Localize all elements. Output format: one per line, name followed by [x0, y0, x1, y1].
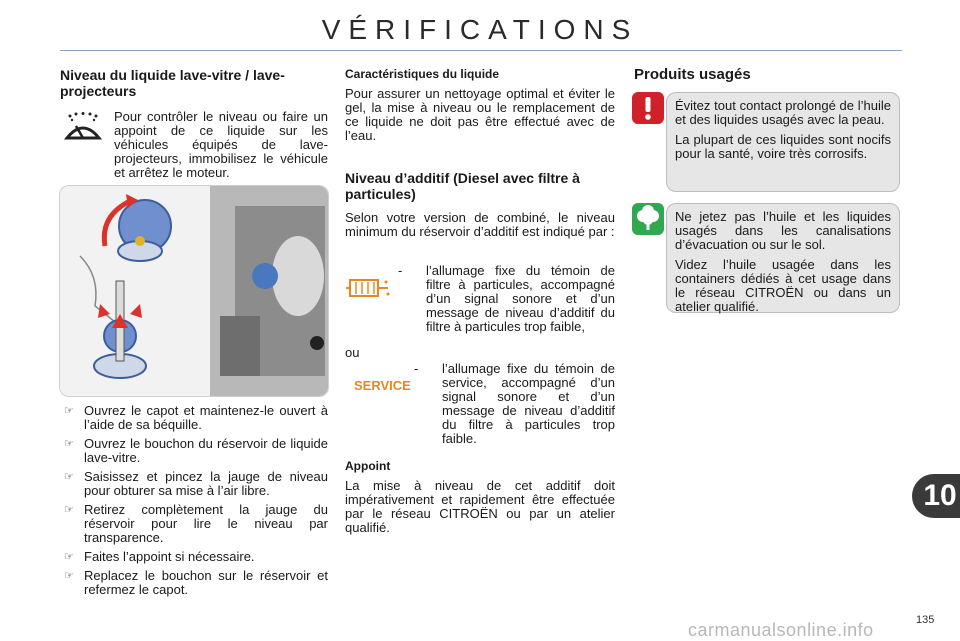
warning-text-1: Évitez tout contact prolongé de l’huile et des liquides usagés avec la peau. [675, 98, 891, 127]
list-item: ☞ Faites l’appoint si nécessaire. [64, 549, 255, 564]
watermark: carmanualsonline.info [688, 620, 874, 640]
warning-text-2: La plupart de ces liquides sont nocifs pour la santé, voire très corrosifs. [675, 132, 891, 161]
pointing-hand-icon: ☞ [64, 504, 74, 516]
page-title: VÉRIFICATIONS [321, 14, 639, 45]
pointing-hand-icon: ☞ [64, 570, 74, 582]
page-number: 135 [916, 614, 935, 626]
list-item: - l’allumage fixe du témoin de service, accompagné d’un signal sonore et d’un message de niveau d’additif du filtre à particules trop faible. [414, 361, 615, 446]
fluid-characteristics-heading: Caractéristiques du liquide [345, 67, 500, 81]
appoint-heading: Appoint [345, 459, 391, 473]
pointing-hand-icon: ☞ [64, 438, 74, 450]
warning-box [666, 92, 900, 192]
additive-level-intro: Selon votre version de combiné, le niveau minimum du réservoir d’additif est indiqué par : [345, 210, 615, 239]
fluid-characteristics-text: Pour assurer un nettoyage optimal et éviter le gel, la mise à niveau ou le remplacement de ce liquide ne doit pas être effectué avec de l’eau. [345, 86, 615, 143]
list-item: ☞ Retirez complètement la jauge du réservoir pour lire le niveau par transparence. [64, 502, 328, 545]
particle-filter-warning-icon [346, 276, 392, 300]
warning-exclamation-icon [632, 92, 664, 124]
windscreen-washer-icon [62, 112, 104, 148]
appoint-text: La mise à niveau de cet additif doit impérativement et rapidement être effectuée par le réseau CITROËN ou par un atelier qualifié. [345, 478, 615, 535]
service-warning-text: l’allumage fixe du témoin de service, accompagné d’un signal sonore et d’un message de niveau d’additif du filtre à particules trop faible. [442, 361, 615, 446]
pointing-hand-icon: ☞ [64, 405, 74, 417]
list-item: ☞ Replacez le bouchon sur le réservoir et refermez le capot. [64, 568, 328, 597]
environment-text-2: Videz l’huile usagée dans les containers dédiés à cet usage dans le réseau CITROËN ou dans un atelier qualifié. [675, 257, 891, 314]
pointing-hand-icon: ☞ [64, 471, 74, 483]
or-text: ou [345, 345, 360, 360]
list-item: - l’allumage fixe du témoin de filtre à particules, accompagné d’un signal sonore et d’un message de niveau d’additif du filtre à particules trop faible, [398, 263, 615, 334]
list-item: ☞ Ouvrez le capot et maintenez-le ouvert à l’aide de sa béquille. [64, 403, 328, 432]
environment-box [666, 203, 900, 313]
left-column [60, 67, 328, 99]
washer-fluid-heading: Niveau du liquide lave-vitre / lave-projecteurs [60, 67, 285, 99]
washer-reservoir-photo [59, 185, 329, 397]
eco-tree-icon [632, 203, 664, 235]
used-products-heading: Produits usagés [634, 66, 751, 83]
particle-filter-warning-text: l’allumage fixe du témoin de filtre à particules, accompagné d’un signal sonore et d’un message de niveau d’additif du filtre à particules trop faible, [426, 263, 615, 334]
additive-level-heading: Niveau d’additif (Diesel avec filtre à particules) [345, 170, 580, 202]
chapter-number: 10 [923, 479, 957, 512]
title-rule [60, 50, 902, 51]
washer-steps-list [62, 404, 328, 597]
pointing-hand-icon: ☞ [64, 551, 74, 563]
list-item: ☞ Saisissez et pincez la jauge de niveau pour obturer sa mise à l’air libre. [64, 469, 328, 498]
washer-fluid-intro: Pour contrôler le niveau ou faire un appoint de ce liquide sur les véhicules équipés de lave-projecteurs, immobilisez le véhicule et arrêtez le moteur. [114, 109, 328, 180]
environment-text-1: Ne jetez pas l’huile et les liquides usagés dans les canalisations d’évacuation ou sur le sol. [675, 209, 891, 252]
service-warning-icon: SERVICE [354, 378, 411, 393]
list-item: ☞ Ouvrez le bouchon du réservoir de liquide lave-vitre. [64, 436, 328, 465]
